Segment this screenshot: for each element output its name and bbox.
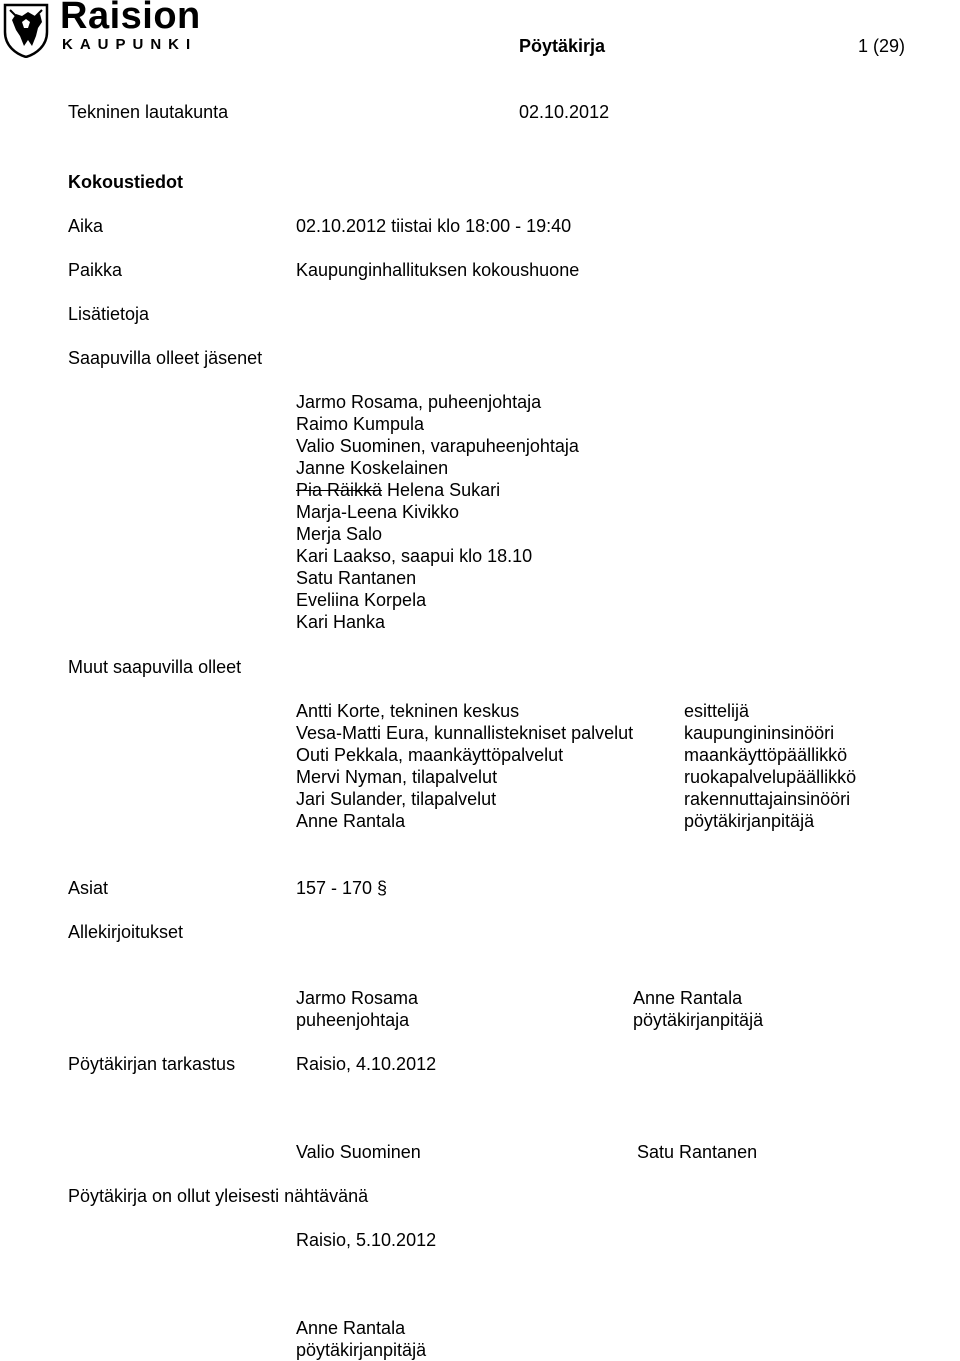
nahtavana-label: Pöytäkirja on ollut yleisesti nähtävänä (68, 1186, 369, 1206)
member-line-substitution (296, 479, 579, 501)
doc-type: Pöytäkirja (519, 36, 606, 56)
nahtavana-place-date: Raisio, 5.10.2012 (296, 1230, 437, 1250)
tarkastus-label: Pöytäkirjan tarkastus (68, 1054, 236, 1074)
tarkastaja-2-name: Satu Rantanen (637, 1142, 758, 1162)
substitute-member: Helena Sukari (382, 480, 501, 500)
section-title: Kokoustiedot (68, 172, 183, 192)
committee-name: Tekninen lautakunta (68, 102, 229, 122)
other-name: Outi Pekkala, maankäyttöpalvelut (296, 745, 564, 765)
lisatietoja-label: Lisätietoja (68, 304, 150, 324)
city-crest-icon (2, 2, 50, 58)
struck-member: Pia Räikkä (296, 480, 383, 500)
others-names (296, 700, 633, 832)
other-name: Mervi Nyman, tilapalvelut (296, 767, 498, 787)
logo-subtitle: KAUPUNKI (62, 36, 198, 53)
member-line: Jarmo Rosama, puheenjohtaja (296, 392, 542, 412)
member-line: Kari Hanka (296, 612, 386, 632)
member-line: Eveliina Korpela (296, 590, 427, 610)
member-line: Valio Suominen, varapuheenjohtaja (296, 436, 579, 456)
other-name: Antti Korte, tekninen keskus (296, 701, 520, 721)
members-label: Saapuvilla olleet jäsenet (68, 348, 263, 368)
other-role: esittelijä (684, 701, 750, 721)
member-line: Merja Salo (296, 524, 383, 544)
member-line: Marja-Leena Kivikko (296, 502, 460, 522)
asiat-value: 157 - 170 § (296, 878, 388, 898)
other-name: Jari Sulander, tilapalvelut (296, 789, 497, 809)
page-number: 1 (29) (858, 36, 906, 56)
aika-value: 02.10.2012 tiistai klo 18:00 - 19:40 (296, 216, 572, 236)
tarkastus-place-date: Raisio, 4.10.2012 (296, 1054, 437, 1074)
other-role: pöytäkirjanpitäjä (684, 811, 815, 831)
other-role: maankäyttöpäällikkö (684, 745, 848, 765)
signature-1-name: Jarmo Rosama (296, 988, 419, 1008)
others-roles (684, 700, 856, 832)
signatures-label: Allekirjoitukset (68, 922, 184, 942)
member-line: Janne Koskelainen (296, 458, 449, 478)
logo-name: Raision (60, 0, 201, 37)
city-logo (0, 0, 215, 62)
signature-1-role: puheenjohtaja (296, 1010, 410, 1030)
paikka-value: Kaupunginhallituksen kokoushuone (296, 260, 580, 280)
other-name: Anne Rantala (296, 811, 406, 831)
tarkastaja-1-name: Valio Suominen (296, 1142, 421, 1162)
signature-2-name: Anne Rantala (633, 988, 743, 1008)
member-line: Raimo Kumpula (296, 414, 425, 434)
nahtavana-name: Anne Rantala (296, 1318, 406, 1338)
member-line: Satu Rantanen (296, 568, 417, 588)
other-name: Vesa-Matti Eura, kunnallistekniset palvelut (296, 723, 634, 743)
other-role: rakennuttajainsinööri (684, 789, 851, 809)
others-label: Muut saapuvilla olleet (68, 657, 242, 677)
nahtavana-role: pöytäkirjanpitäjä (296, 1340, 427, 1360)
signature-2-role: pöytäkirjanpitäjä (633, 1010, 764, 1030)
other-role: kaupungininsinööri (684, 723, 835, 743)
asiat-label: Asiat (68, 878, 109, 898)
other-role: ruokapalvelupäällikkö (684, 767, 857, 787)
member-line: Kari Laakso, saapui klo 18.10 (296, 546, 533, 566)
aika-label: Aika (68, 216, 104, 236)
members-list (296, 391, 579, 633)
meeting-date: 02.10.2012 (519, 102, 610, 122)
paikka-label: Paikka (68, 260, 123, 280)
